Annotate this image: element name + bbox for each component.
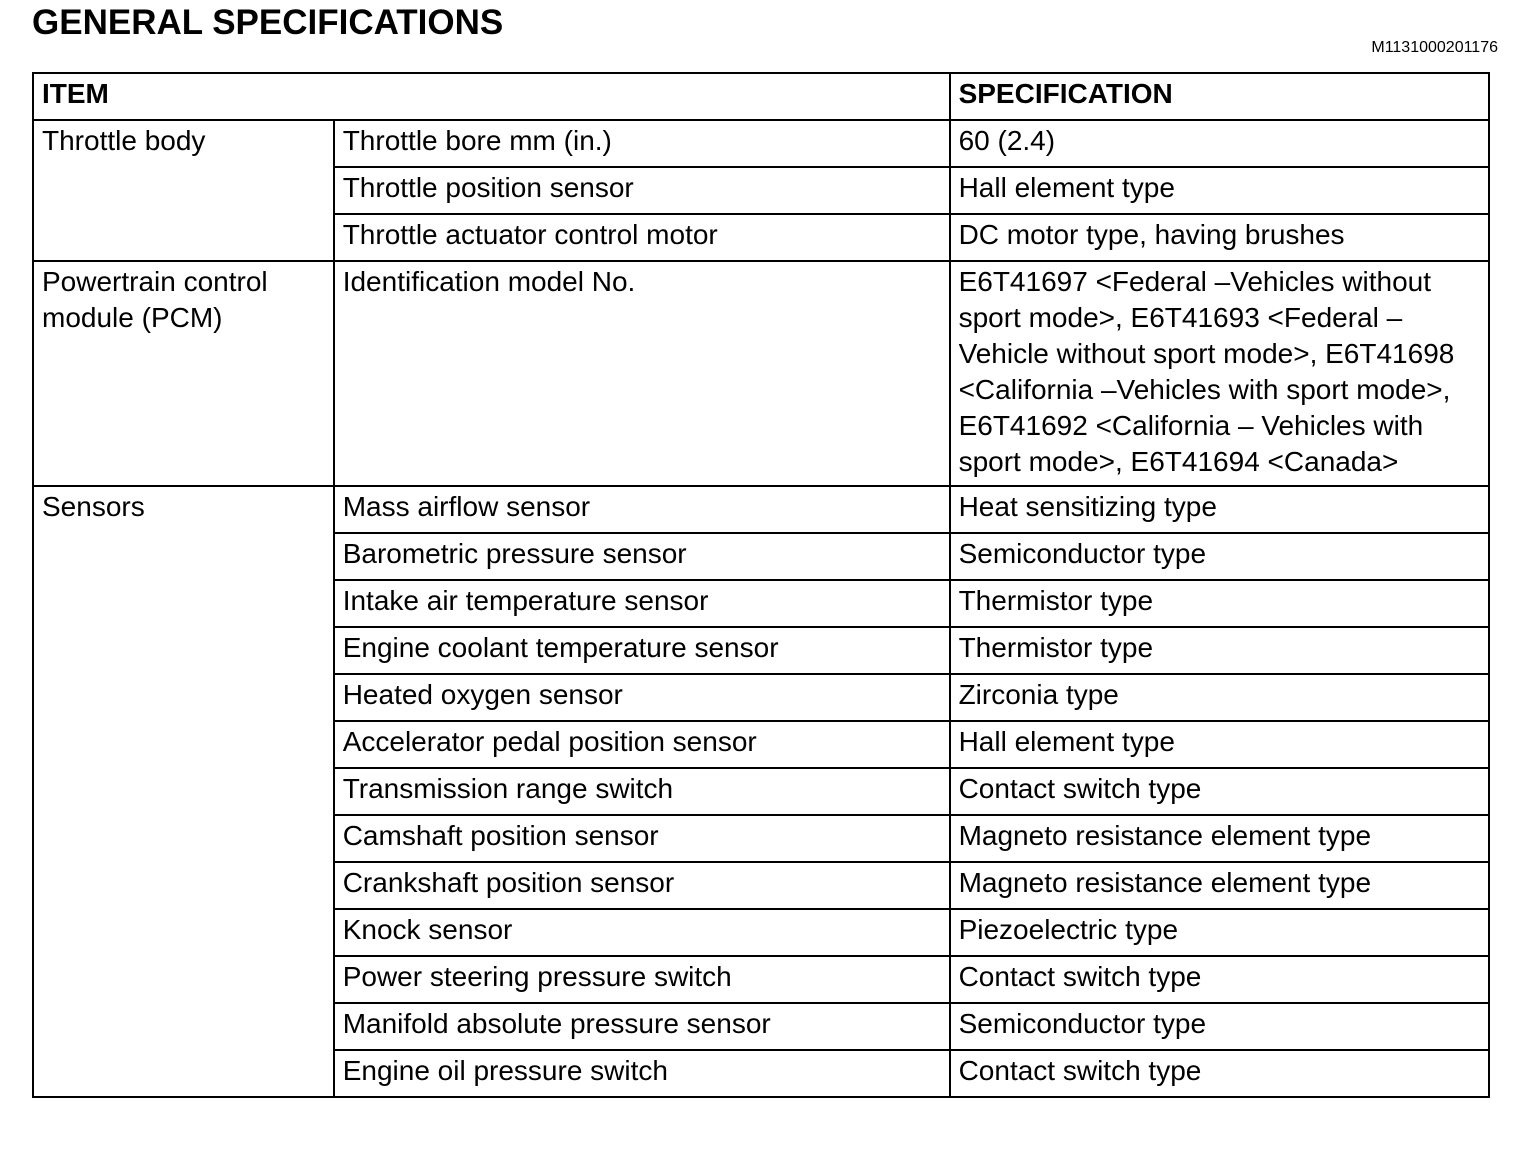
group-name: Powertrain control module (PCM) xyxy=(33,261,334,486)
header-item: ITEM xyxy=(33,73,950,120)
spec-cell: Contact switch type xyxy=(950,768,1489,815)
spec-cell: E6T41697 <Federal –Vehicles without sport mode>, E6T41693 <Federal – Vehicle without sport mode>, E6T41698 <California –Vehicles with sport mode>, E6T41692 <California – Vehicles with sport mode>, E6T41694 <Canada> xyxy=(950,261,1489,486)
document-code: M1131000201176 xyxy=(1371,39,1498,56)
spec-cell: Semiconductor type xyxy=(950,1003,1489,1050)
table-header-row xyxy=(33,73,1489,120)
item-cell: Intake air temperature sensor xyxy=(334,580,950,627)
spec-cell: Hall element type xyxy=(950,721,1489,768)
page-title: GENERAL SPECIFICATIONS xyxy=(32,3,504,42)
item-cell: Crankshaft position sensor xyxy=(334,862,950,909)
spec-cell: DC motor type, having brushes xyxy=(950,214,1489,261)
item-cell: Manifold absolute pressure sensor xyxy=(334,1003,950,1050)
spec-cell: Zirconia type xyxy=(950,674,1489,721)
item-cell: Transmission range switch xyxy=(334,768,950,815)
spec-cell: Magneto resistance element type xyxy=(950,862,1489,909)
header-specification: SPECIFICATION xyxy=(950,73,1489,120)
spec-cell: Contact switch type xyxy=(950,956,1489,1003)
item-cell: Identification model No. xyxy=(334,261,950,486)
spec-cell: Piezoelectric type xyxy=(950,909,1489,956)
item-cell: Camshaft position sensor xyxy=(334,815,950,862)
spec-cell: Contact switch type xyxy=(950,1050,1489,1097)
table-row xyxy=(33,486,1489,533)
item-cell: Accelerator pedal position sensor xyxy=(334,721,950,768)
item-cell: Engine coolant temperature sensor xyxy=(334,627,950,674)
item-cell: Heated oxygen sensor xyxy=(334,674,950,721)
table-row xyxy=(33,120,1489,167)
item-cell: Mass airflow sensor xyxy=(334,486,950,533)
spec-cell: Semiconductor type xyxy=(950,533,1489,580)
item-cell: Engine oil pressure switch xyxy=(334,1050,950,1097)
spec-cell: Thermistor type xyxy=(950,627,1489,674)
table-row xyxy=(33,261,1489,486)
spec-cell: Heat sensitizing type xyxy=(950,486,1489,533)
group-name: Throttle body xyxy=(33,120,334,261)
spec-cell: Magneto resistance element type xyxy=(950,815,1489,862)
item-cell: Power steering pressure switch xyxy=(334,956,950,1003)
item-cell: Throttle bore mm (in.) xyxy=(334,120,950,167)
spec-cell: Hall element type xyxy=(950,167,1489,214)
group-name: Sensors xyxy=(33,486,334,1097)
spec-cell: Thermistor type xyxy=(950,580,1489,627)
item-cell: Barometric pressure sensor xyxy=(334,533,950,580)
item-cell: Throttle actuator control motor xyxy=(334,214,950,261)
specifications-table xyxy=(32,72,1490,1098)
spec-cell: 60 (2.4) xyxy=(950,120,1489,167)
item-cell: Knock sensor xyxy=(334,909,950,956)
item-cell: Throttle position sensor xyxy=(334,167,950,214)
